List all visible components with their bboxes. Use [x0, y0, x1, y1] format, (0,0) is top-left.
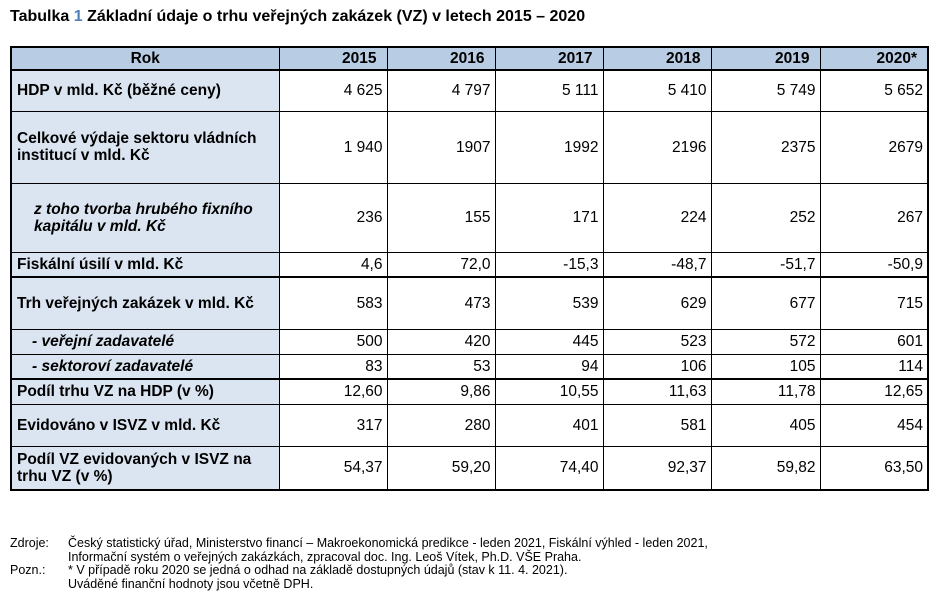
table-row — [11, 183, 928, 252]
table-cell: 1992 — [495, 111, 603, 183]
table-cell: 59,20 — [387, 446, 495, 490]
table-row — [11, 329, 928, 354]
table-cell: 601 — [820, 329, 928, 354]
table-cell: 171 — [495, 183, 603, 252]
table-cell: 454 — [820, 404, 928, 446]
table-cell: 106 — [603, 354, 711, 379]
table-cell: 5 749 — [711, 70, 820, 111]
table-cell: 473 — [387, 277, 495, 329]
row-label: Evidováno v ISVZ v mld. Kč — [11, 404, 279, 446]
table-cell: 420 — [387, 329, 495, 354]
table-cell: 4 797 — [387, 70, 495, 111]
table-row — [11, 354, 928, 379]
table-cell: 74,40 — [495, 446, 603, 490]
table-cell: 715 — [820, 277, 928, 329]
header-cell-year: 2017 — [495, 47, 603, 70]
table-cell: 236 — [279, 183, 387, 252]
table-header-row — [11, 47, 928, 70]
table-cell: 405 — [711, 404, 820, 446]
table-cell: 10,55 — [495, 379, 603, 404]
table-caption — [10, 8, 585, 26]
row-label: z toho tvorba hrubého fixního kapitálu v mld. Kč — [11, 183, 279, 252]
table-cell: 105 — [711, 354, 820, 379]
table-cell: 5 410 — [603, 70, 711, 111]
table-cell: 224 — [603, 183, 711, 252]
table-cell: 2375 — [711, 111, 820, 183]
table-cell: 53 — [387, 354, 495, 379]
table-cell: 12,60 — [279, 379, 387, 404]
table-row — [11, 111, 928, 183]
remark-text-line: * V případě roku 2020 se jedná o odhad na základě dostupných údajů (stav k 11. 4. 2021). — [68, 563, 568, 577]
table-cell: 54,37 — [279, 446, 387, 490]
caption-title: Základní údaje o trhu veřejných zakázek (VZ) v letech 2015 – 2020 — [87, 8, 586, 25]
table-cell: 114 — [820, 354, 928, 379]
header-cell-year: 2018 — [603, 47, 711, 70]
table-cell: 5 652 — [820, 70, 928, 111]
data-table — [10, 46, 929, 491]
remark-key: Pozn.: — [10, 563, 46, 577]
table-cell: -50,9 — [820, 252, 928, 277]
table-cell: 5 111 — [495, 70, 603, 111]
source-key: Zdroje: — [10, 536, 49, 550]
table-cell: 155 — [387, 183, 495, 252]
table-cell: 572 — [711, 329, 820, 354]
table-cell: 581 — [603, 404, 711, 446]
table-cell: 629 — [603, 277, 711, 329]
header-cell-year: 2015 — [279, 47, 387, 70]
row-label: - veřejní zadavatelé — [11, 329, 279, 354]
table-cell: 83 — [279, 354, 387, 379]
table-cell: 4,6 — [279, 252, 387, 277]
table-row — [11, 252, 928, 277]
table-cell: 401 — [495, 404, 603, 446]
table-row — [11, 446, 928, 490]
table-cell: 267 — [820, 183, 928, 252]
table-cell: 12,65 — [820, 379, 928, 404]
table-row — [11, 70, 928, 111]
source-note — [10, 537, 708, 564]
table-cell: 1907 — [387, 111, 495, 183]
table-cell: 59,82 — [711, 446, 820, 490]
table-cell: 1 940 — [279, 111, 387, 183]
table-cell: 583 — [279, 277, 387, 329]
caption-number: 1 — [73, 8, 83, 25]
table-cell: 2679 — [820, 111, 928, 183]
table-cell: 317 — [279, 404, 387, 446]
row-label: Podíl trhu VZ na HDP (v %) — [11, 379, 279, 404]
table-cell: 94 — [495, 354, 603, 379]
table-row — [11, 379, 928, 404]
source-text-line: Český statistický úřad, Ministerstvo financí – Makroekonomická predikce - leden 2021, Fiskální výhled - leden 2021, — [68, 536, 708, 550]
table-body — [11, 70, 928, 490]
table-cell: 11,78 — [711, 379, 820, 404]
table-cell: -15,3 — [495, 252, 603, 277]
table-cell: 280 — [387, 404, 495, 446]
table-row — [11, 277, 928, 329]
row-label: Podíl VZ evidovaných v ISVZ na trhu VZ (v %) — [11, 446, 279, 490]
table-cell: 63,50 — [820, 446, 928, 490]
table-cell: -48,7 — [603, 252, 711, 277]
table-cell: 72,0 — [387, 252, 495, 277]
table-cell: 4 625 — [279, 70, 387, 111]
table-cell: -51,7 — [711, 252, 820, 277]
table-cell: 9,86 — [387, 379, 495, 404]
table-cell: 445 — [495, 329, 603, 354]
table-cell: 677 — [711, 277, 820, 329]
table-cell: 11,63 — [603, 379, 711, 404]
row-label: - sektoroví zadavatelé — [11, 354, 279, 379]
row-label: Trh veřejných zakázek v mld. Kč — [11, 277, 279, 329]
table-notes — [10, 537, 708, 591]
table-cell: 252 — [711, 183, 820, 252]
row-label: HDP v mld. Kč (běžné ceny) — [11, 70, 279, 111]
table-cell: 523 — [603, 329, 711, 354]
table-row — [11, 404, 928, 446]
remark-text-line: Uváděné finanční hodnoty jsou včetně DPH. — [68, 576, 314, 591]
caption-prefix: Tabulka — [10, 8, 70, 25]
row-label: Fiskální úsilí v mld. Kč — [11, 252, 279, 277]
table-cell: 539 — [495, 277, 603, 329]
header-cell-year: 2020* — [820, 47, 928, 70]
table-cell: 500 — [279, 329, 387, 354]
table-cell: 2196 — [603, 111, 711, 183]
table-cell: 92,37 — [603, 446, 711, 490]
source-text-line: Informační systém o veřejných zakázkách, zpracoval doc. Ing. Leoš Vítek, Ph.D. VŠE Praha. — [68, 549, 582, 564]
remark-note — [10, 564, 708, 591]
row-label: Celkové výdaje sektoru vládních institucí v mld. Kč — [11, 111, 279, 183]
header-cell-year: 2019 — [711, 47, 820, 70]
header-cell-rok: Rok — [11, 47, 279, 70]
header-cell-year: 2016 — [387, 47, 495, 70]
